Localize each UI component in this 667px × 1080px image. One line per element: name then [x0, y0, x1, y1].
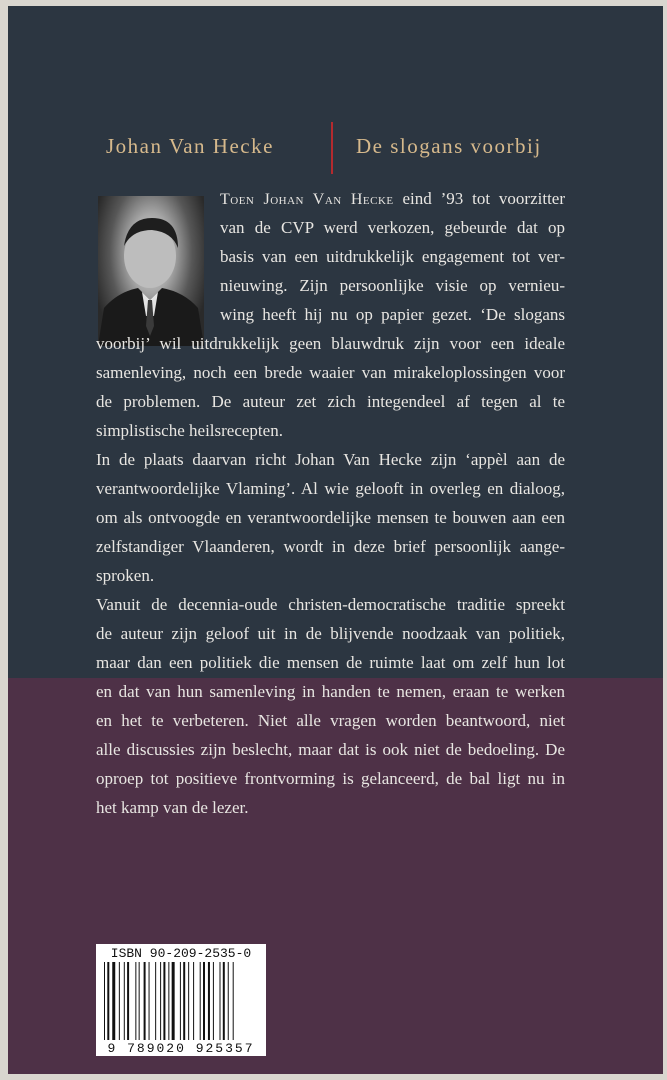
blurb-line: sproken.	[96, 566, 155, 585]
blurb-intro	[220, 184, 565, 329]
blurb-line: Toen Johan Van Hecke eind ’93 tot voorzitter	[220, 189, 565, 208]
heading-divider	[331, 122, 333, 174]
author-photo	[98, 196, 204, 346]
blurb-line: en dat van hun samenleving in handen te nemen, eraan te werken	[96, 682, 565, 701]
blurb-line: Vanuit de decennia-oude christen-democratische traditie spreekt	[96, 595, 565, 614]
isbn-barcode	[96, 944, 266, 1056]
book-back-cover	[8, 6, 663, 1074]
blurb-line: zelfstandiger Vlaanderen, wordt in deze brief persoonlijk aange-	[96, 537, 565, 556]
cover-heading	[8, 134, 663, 164]
blurb-line: samenleving, noch een brede waaier van mirakeloplossingen voor	[96, 363, 565, 382]
blurb-line: de problemen. De auteur zet zich integendeel af tegen al te	[96, 392, 565, 411]
author-name: Johan Van Hecke	[106, 134, 274, 158]
blurb-lead-smallcaps: Toen Johan Van Hecke	[220, 191, 394, 208]
blurb-line: om als ontvoogde en verantwoordelijke mensen te bouwen aan een	[96, 508, 565, 527]
blurb-line: en het te verbeteren. Niet alle vragen worden beantwoord, niet	[96, 711, 565, 730]
blurb-line: oproep tot positieve frontvorming is gelanceerd, de bal ligt nu in	[96, 769, 565, 788]
ean-number: 9 789020 925357	[96, 1041, 266, 1056]
blurb-line: alle discussies zijn beslecht, maar dat is ook niet de bedoeling. De	[96, 740, 565, 759]
blurb-line: basis van een uitdrukkelijk engagement tot ver-	[220, 247, 565, 266]
isbn-number: ISBN 90-209-2535-0	[110, 946, 252, 961]
blurb-line: In de plaats daarvan richt Johan Van Hecke zijn ‘appèl aan de	[96, 450, 565, 469]
blurb-line: het kamp van de lezer.	[96, 798, 249, 817]
blurb-line: wing heeft hij nu op papier gezet. ‘De slogans	[220, 305, 565, 324]
blurb-line: de auteur zijn geloof uit in de blijvende noodzaak van politiek,	[96, 624, 565, 643]
blurb-line: simplistische heilsrecepten.	[96, 421, 283, 440]
blurb-line: maar dan een politiek die mensen de ruimte laat om zelf hun lot	[96, 653, 565, 672]
blurb-line: van de CVP werd verkozen, gebeurde dat op	[220, 218, 565, 237]
barcode-bars	[104, 962, 258, 1040]
blurb-line: nieuwing. Zijn persoonlijke visie op vernieu-	[220, 276, 565, 295]
blurb-line: voorbij’ wil uitdrukkelijk geen blauwdruk zijn voor een ideale	[96, 334, 565, 353]
blurb-line: verantwoordelijke Vlaming’. Al wie gelooft in overleg en dialoog,	[96, 479, 565, 498]
blurb-body	[96, 329, 565, 822]
book-title: De slogans voorbij	[356, 134, 542, 158]
